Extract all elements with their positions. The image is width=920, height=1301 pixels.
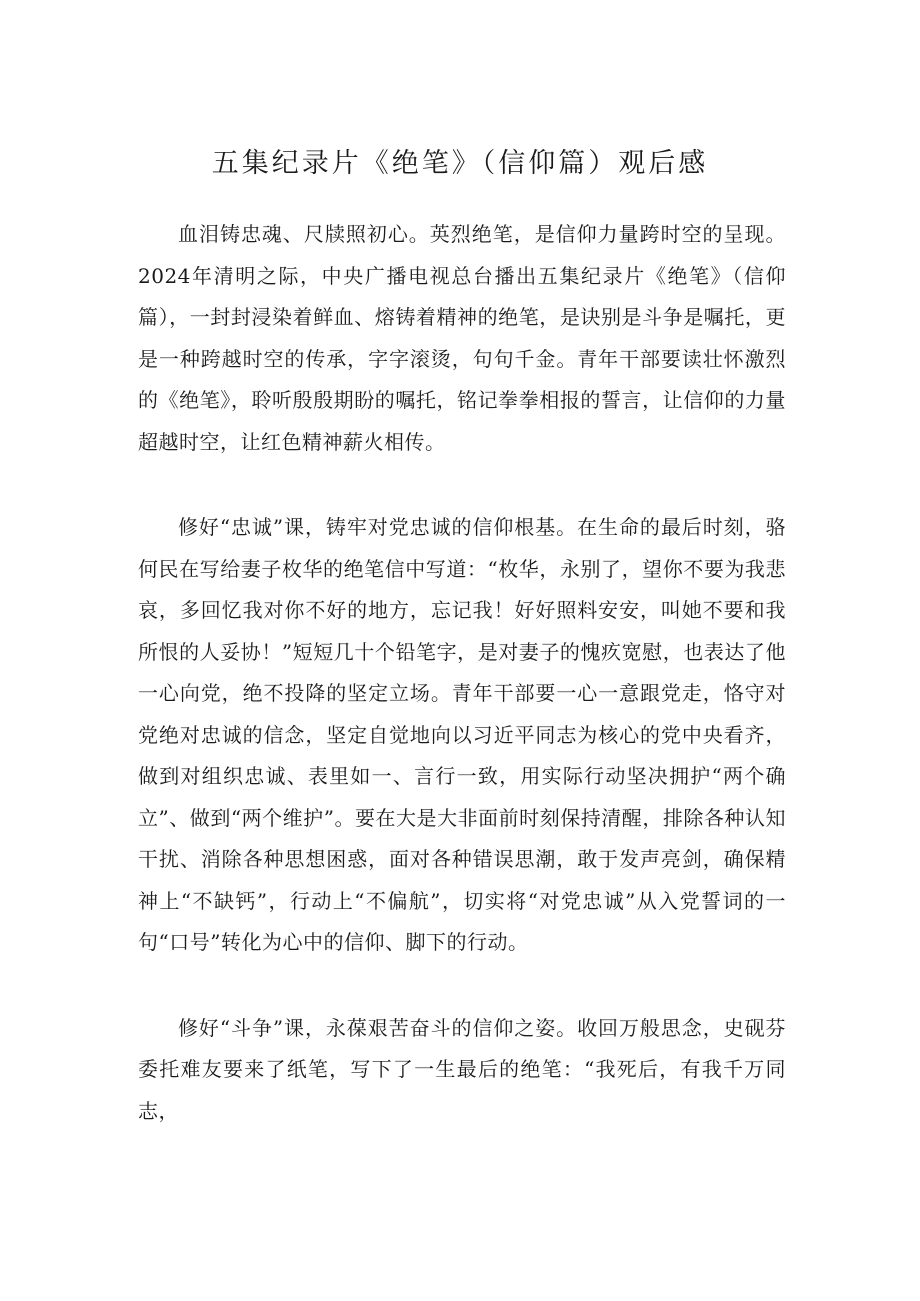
document-title: 五集纪录片《绝笔》（信仰篇）观后感	[211, 148, 709, 179]
document-body	[138, 214, 786, 1132]
paragraph-loyalty: 修好“忠诚”课，铸牢对党忠诚的信仰根基。在生命的最后时刻，骆何民在写给妻子枚华的绝笔信中写道：“枚华，永别了，望你不要为我悲哀，多回忆我对你不好的地方，忘记我！好好照料安安，叫她不要和我所恨的人妥协！”短短几十个铅笔字，是对妻子的愧疚宽慰，也表达了他一心向党，绝不投降的坚定立场。青年干部要一心一意跟党走，恪守对党绝对忠诚的信念，坚定自觉地向以习近平同志为核心的党中央看齐，做到对组织忠诚、表里如一、言行一致，用实际行动坚决拥护“两个确立”、做到“两个维护”。要在大是大非面前时刻保持清醒，排除各种认知干扰、消除各种思想困惑，面对各种错误思潮，敢于发声亮剑，确保精神上“不缺钙”，行动上“不偏航”，切实将“对党忠诚”从入党誓词的一句“口号”转化为心中的信仰、脚下的行动。	[138, 515, 786, 954]
paragraph-intro: 血泪铸忠魂、尺牍照初心。英烈绝笔，是信仰力量跨时空的呈现。2024年清明之际，中央广播电视总台播出五集纪录片《绝笔》（信仰篇），一封封浸染着鲜血、熔铸着精神的绝笔，是诀别是斗争是嘱托，更是一种跨越时空的传承，字字滚烫，句句千金。青年干部要读壮怀激烈的《绝笔》，聆听殷殷期盼的嘱托，铭记拳拳相报的誓言，让信仰的力量超越时空，让红色精神薪火相传。	[138, 222, 786, 454]
paragraph-struggle: 修好“斗争”课，永葆艰苦奋斗的信仰之姿。收回万般思念，史砚芬委托难友要来了纸笔，写下了一生最后的绝笔：“我死后，有我千万同志，	[138, 1015, 786, 1123]
